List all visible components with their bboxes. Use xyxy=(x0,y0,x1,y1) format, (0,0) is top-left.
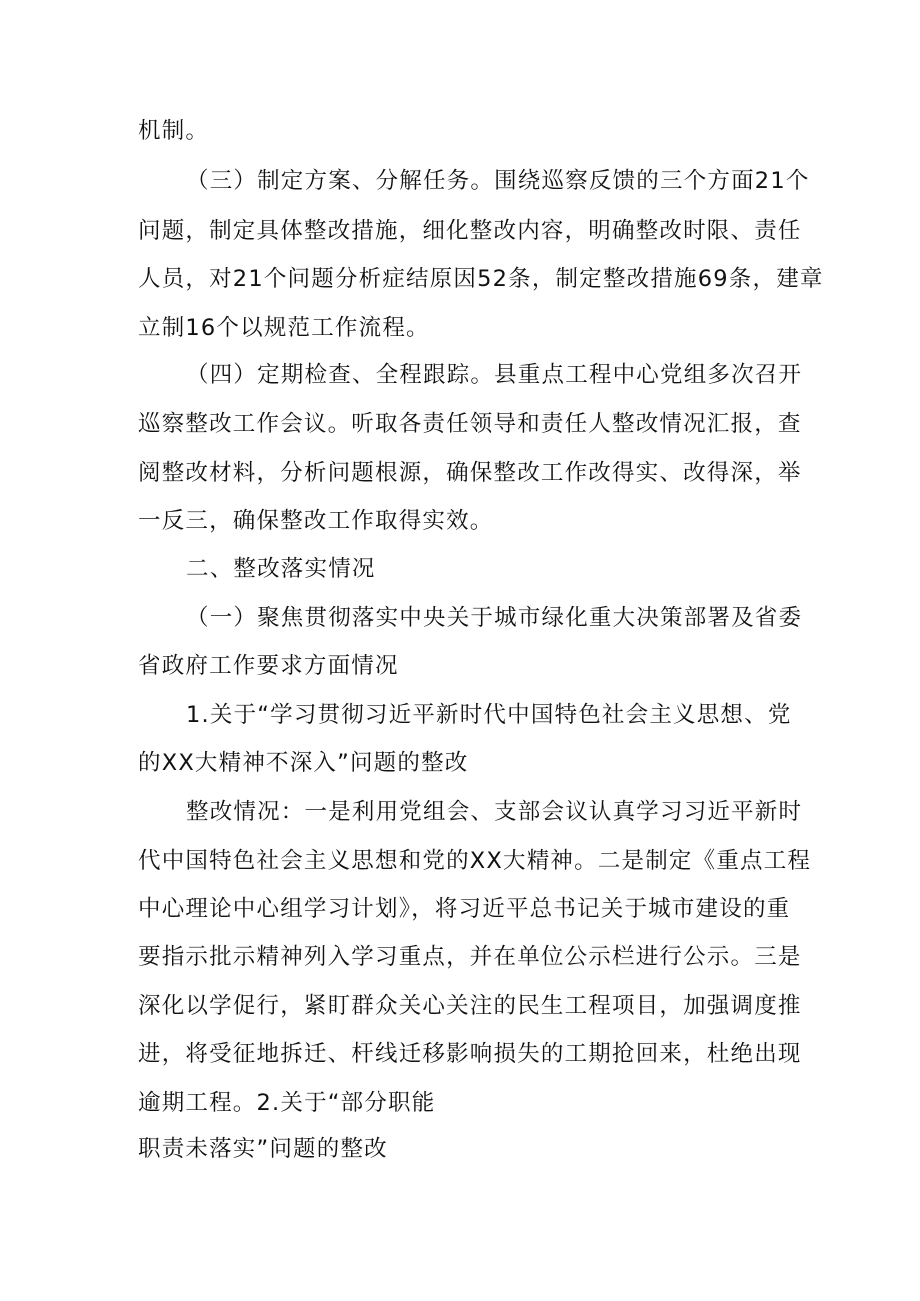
text-line: 阅整改材料，分析问题根源，确保整改工作改得实、改得深，举 xyxy=(138,460,802,486)
text-line: 代中国特色社会主义思想和党的XX大精神。二是制定《重点工程 xyxy=(138,848,812,874)
item-heading-1: 1.关于“学习贯彻习近平新时代中国特色社会主义思想、党 xyxy=(186,702,792,728)
section-heading-4: （四）定期检查、全程跟踪。县重点工程中心党组多次召开 xyxy=(186,362,803,388)
text-line: 中心理论中心组学习计划》，将习近平总书记关于城市建设的重 xyxy=(138,896,791,922)
chapter-heading: 二、整改落实情况 xyxy=(186,556,376,582)
text-line: 立制16个以规范工作流程。 xyxy=(138,315,430,341)
text-line: 机制。 xyxy=(138,118,210,144)
text-line: 问题，制定具体整改措施，细化整改内容，明确整改时限、责任 xyxy=(138,218,802,244)
text-line: 的XX大精神不深入”问题的整改 xyxy=(138,750,469,776)
text-line: 巡察整改工作会议。听取各责任领导和责任人整改情况汇报，查 xyxy=(138,411,802,437)
text-line: 深化以学促行，紧盯群众关心关注的民生工程项目，加强调度推 xyxy=(138,993,802,1019)
text-line: 要指示批示精神列入学习重点，并在单位公示栏进行公示。三是 xyxy=(138,944,802,970)
text-line: 进，将受征地拆迁、杆线迁移影响损失的工期抢回来，杜绝出现 xyxy=(138,1041,802,1067)
subsection-heading-1: （一）聚焦贯彻落实中央关于城市绿化重大决策部署及省委 xyxy=(186,605,803,631)
rectification-status-paragraph: 整改情况：一是利用党组会、支部会议认真学习习近平新时 xyxy=(186,799,803,825)
text-line: 职责未落实”问题的整改 xyxy=(138,1136,388,1162)
section-heading-3: （三）制定方案、分解任务。围绕巡察反馈的三个方面21个 xyxy=(186,168,810,194)
text-line: 人员，对21个问题分析症结原因52条，制定整改措施69条，建章 xyxy=(138,266,824,292)
text-line: 逾期工程。2.关于“部分职能 xyxy=(138,1090,436,1116)
text-line: 一反三，确保整改工作取得实效。 xyxy=(138,508,494,534)
text-line: 省政府工作要求方面情况 xyxy=(138,653,399,679)
